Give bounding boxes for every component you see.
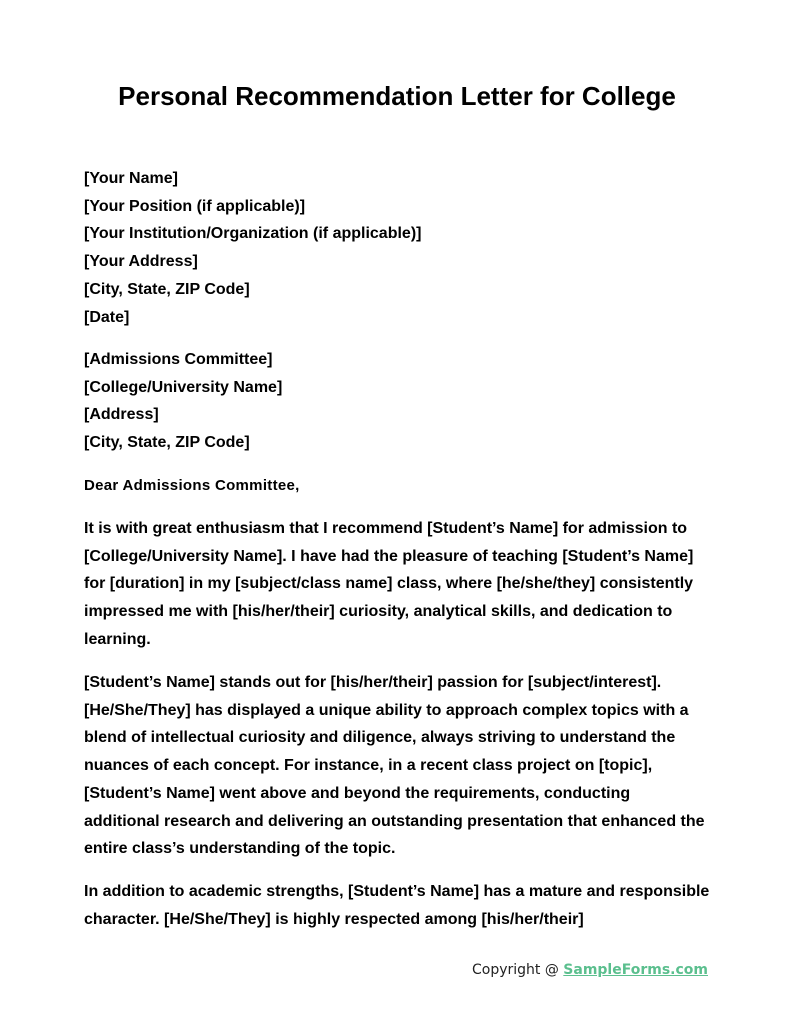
salutation: Dear Admissions Committee, — [84, 477, 300, 494]
paragraph-3: In addition to academic strengths, [Student’s Name] has a mature and responsible character. [He/She/They] is highly respected among [his/her/their] — [84, 883, 710, 928]
copyright-text: Copyright @ — [471, 962, 564, 978]
sender-date: [Date] — [84, 308, 130, 326]
sampleforms-link[interactable]: SampleForms.com — [563, 962, 708, 978]
sender-address: [Your Address] — [84, 253, 198, 271]
recipient-address: [Address] — [84, 406, 159, 424]
footer-copyright — [472, 960, 708, 980]
sender-city: [City, State, ZIP Code] — [84, 280, 250, 298]
recipient-block — [84, 346, 714, 457]
recipient-college: [College/University Name] — [84, 378, 283, 396]
recipient-committee: [Admissions Committee] — [84, 351, 273, 368]
sender-name: [Your Name] — [84, 170, 178, 187]
document-title: Personal Recommendation Letter for College — [118, 81, 676, 111]
sender-institution: [Your Institution/Organization (if applicable)] — [84, 225, 422, 243]
paragraph-2: [Student’s Name] stands out for [his/her/their] passion for [subject/interest]. [He/She/They] has displayed a unique ability to approach complex topics with a blend of intellectual curiosity and diligence, always striving to understand the nuances of each concept. For instance, in a recent class project on [topic], [Student’s Name] went above and beyond the requirements, conducting additional research and delivering an outstanding presentation that enhanced the entire class’s understanding of the topic. — [84, 674, 705, 858]
recipient-city: [City, State, ZIP Code] — [84, 434, 250, 452]
sender-block — [84, 165, 714, 331]
paragraph-1: It is with great enthusiasm that I recommend [Student’s Name] for admission to [College/University Name]. I have had the pleasure of teaching [Student’s Name] for [duration] in my [subject/class name] class, where [he/she/they] consistently impressed me with [his/her/their] curiosity, analytical skills, and dedication to learning. — [84, 520, 694, 648]
sender-position: [Your Position (if applicable)] — [84, 197, 306, 215]
